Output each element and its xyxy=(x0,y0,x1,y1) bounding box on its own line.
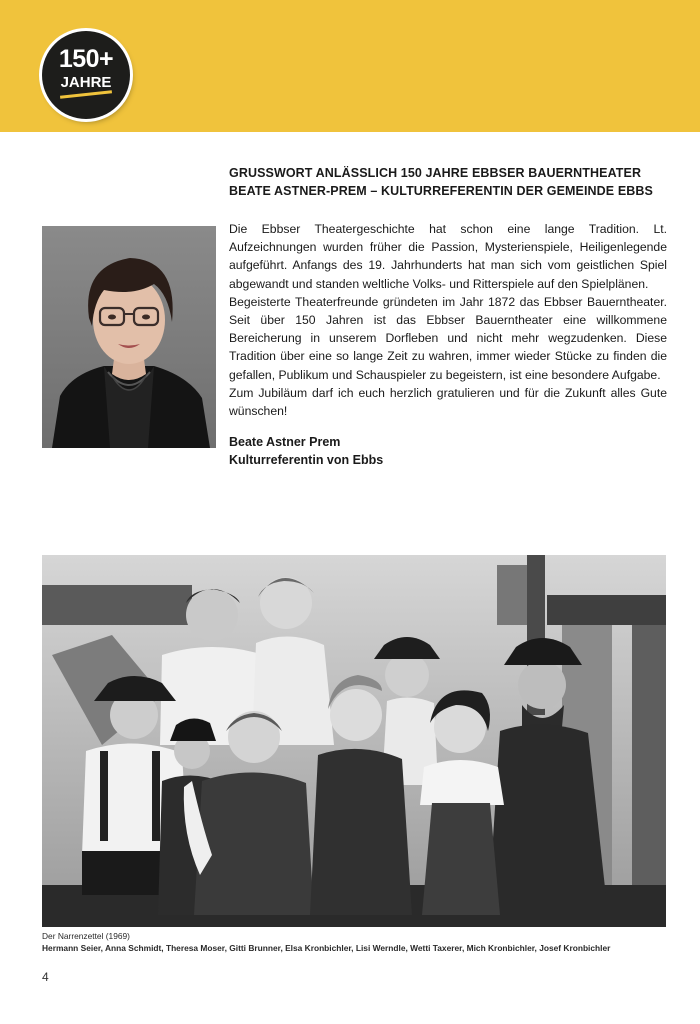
header-band xyxy=(0,0,700,132)
signature-name: Beate Astner Prem xyxy=(229,435,341,449)
group-photo-illustration xyxy=(42,555,666,927)
article-heading xyxy=(229,164,669,200)
badge-number: 150+ xyxy=(58,45,114,73)
signature-role: Kulturreferentin von Ebbs xyxy=(229,453,384,467)
portrait-photo xyxy=(42,226,216,448)
portrait-illustration xyxy=(42,226,216,448)
heading-line-2: BEATE ASTNER-PREM – KULTURREFERENTIN DER GEMEINDE EBBS xyxy=(229,184,653,198)
badge-word: JAHRE xyxy=(60,74,112,91)
body-paragraph-3: Zum Jubiläum darf ich euch herzlich gratulieren und für die Zukunft alles Gute wünschen! xyxy=(229,385,667,419)
caption-title: Der Narrenzettel (1969) xyxy=(42,931,130,941)
signature-block xyxy=(229,433,383,469)
badge-stripe xyxy=(60,90,112,98)
article-body xyxy=(229,220,667,420)
body-paragraph-2: Begeisterte Theaterfreunde gründeten im Jahr 1872 das Ebbser Bauerntheater. Seit über 150 Jahren ist das Ebbser Bauerntheater eine willkommene Bereicherung in unserem Dorfleben und nicht mehr wegzudenken. Diese Tradition über eine so lange Zeit zu wahren, immer wieder Stücke zu finden die gefallen, Publikum und Schauspieler zu begeistern, ist eine besondere Aufgabe. xyxy=(229,294,667,382)
heading-line-1: GRUSSWORT ANLÄSSLICH 150 JAHRE EBBSER BAUERNTHEATER xyxy=(229,166,642,180)
anniversary-badge xyxy=(42,31,130,119)
caption-names: Hermann Seier, Anna Schmidt, Theresa Moser, Gitti Brunner, Elsa Kronbichler, Lisi Werndle, Wetti Taxerer, Mich Kronbichler, Josef Kronbichler xyxy=(42,943,611,953)
historic-group-photo xyxy=(42,555,666,927)
body-paragraph-1: Die Ebbser Theatergeschichte hat schon eine lange Tradition. Lt. Aufzeichnungen wurden früher die Passion, Mysterienspiele, Heiligenlegende aufgeführt. Anfangs des 19. Jahrhunderts hat man sich vom geistlichen Spiel abgewandt und standen weltliche Volks- und Ritterspiele auf den Spielplänen. xyxy=(229,222,667,291)
page-number: 4 xyxy=(42,970,49,984)
photo-caption xyxy=(42,930,666,954)
